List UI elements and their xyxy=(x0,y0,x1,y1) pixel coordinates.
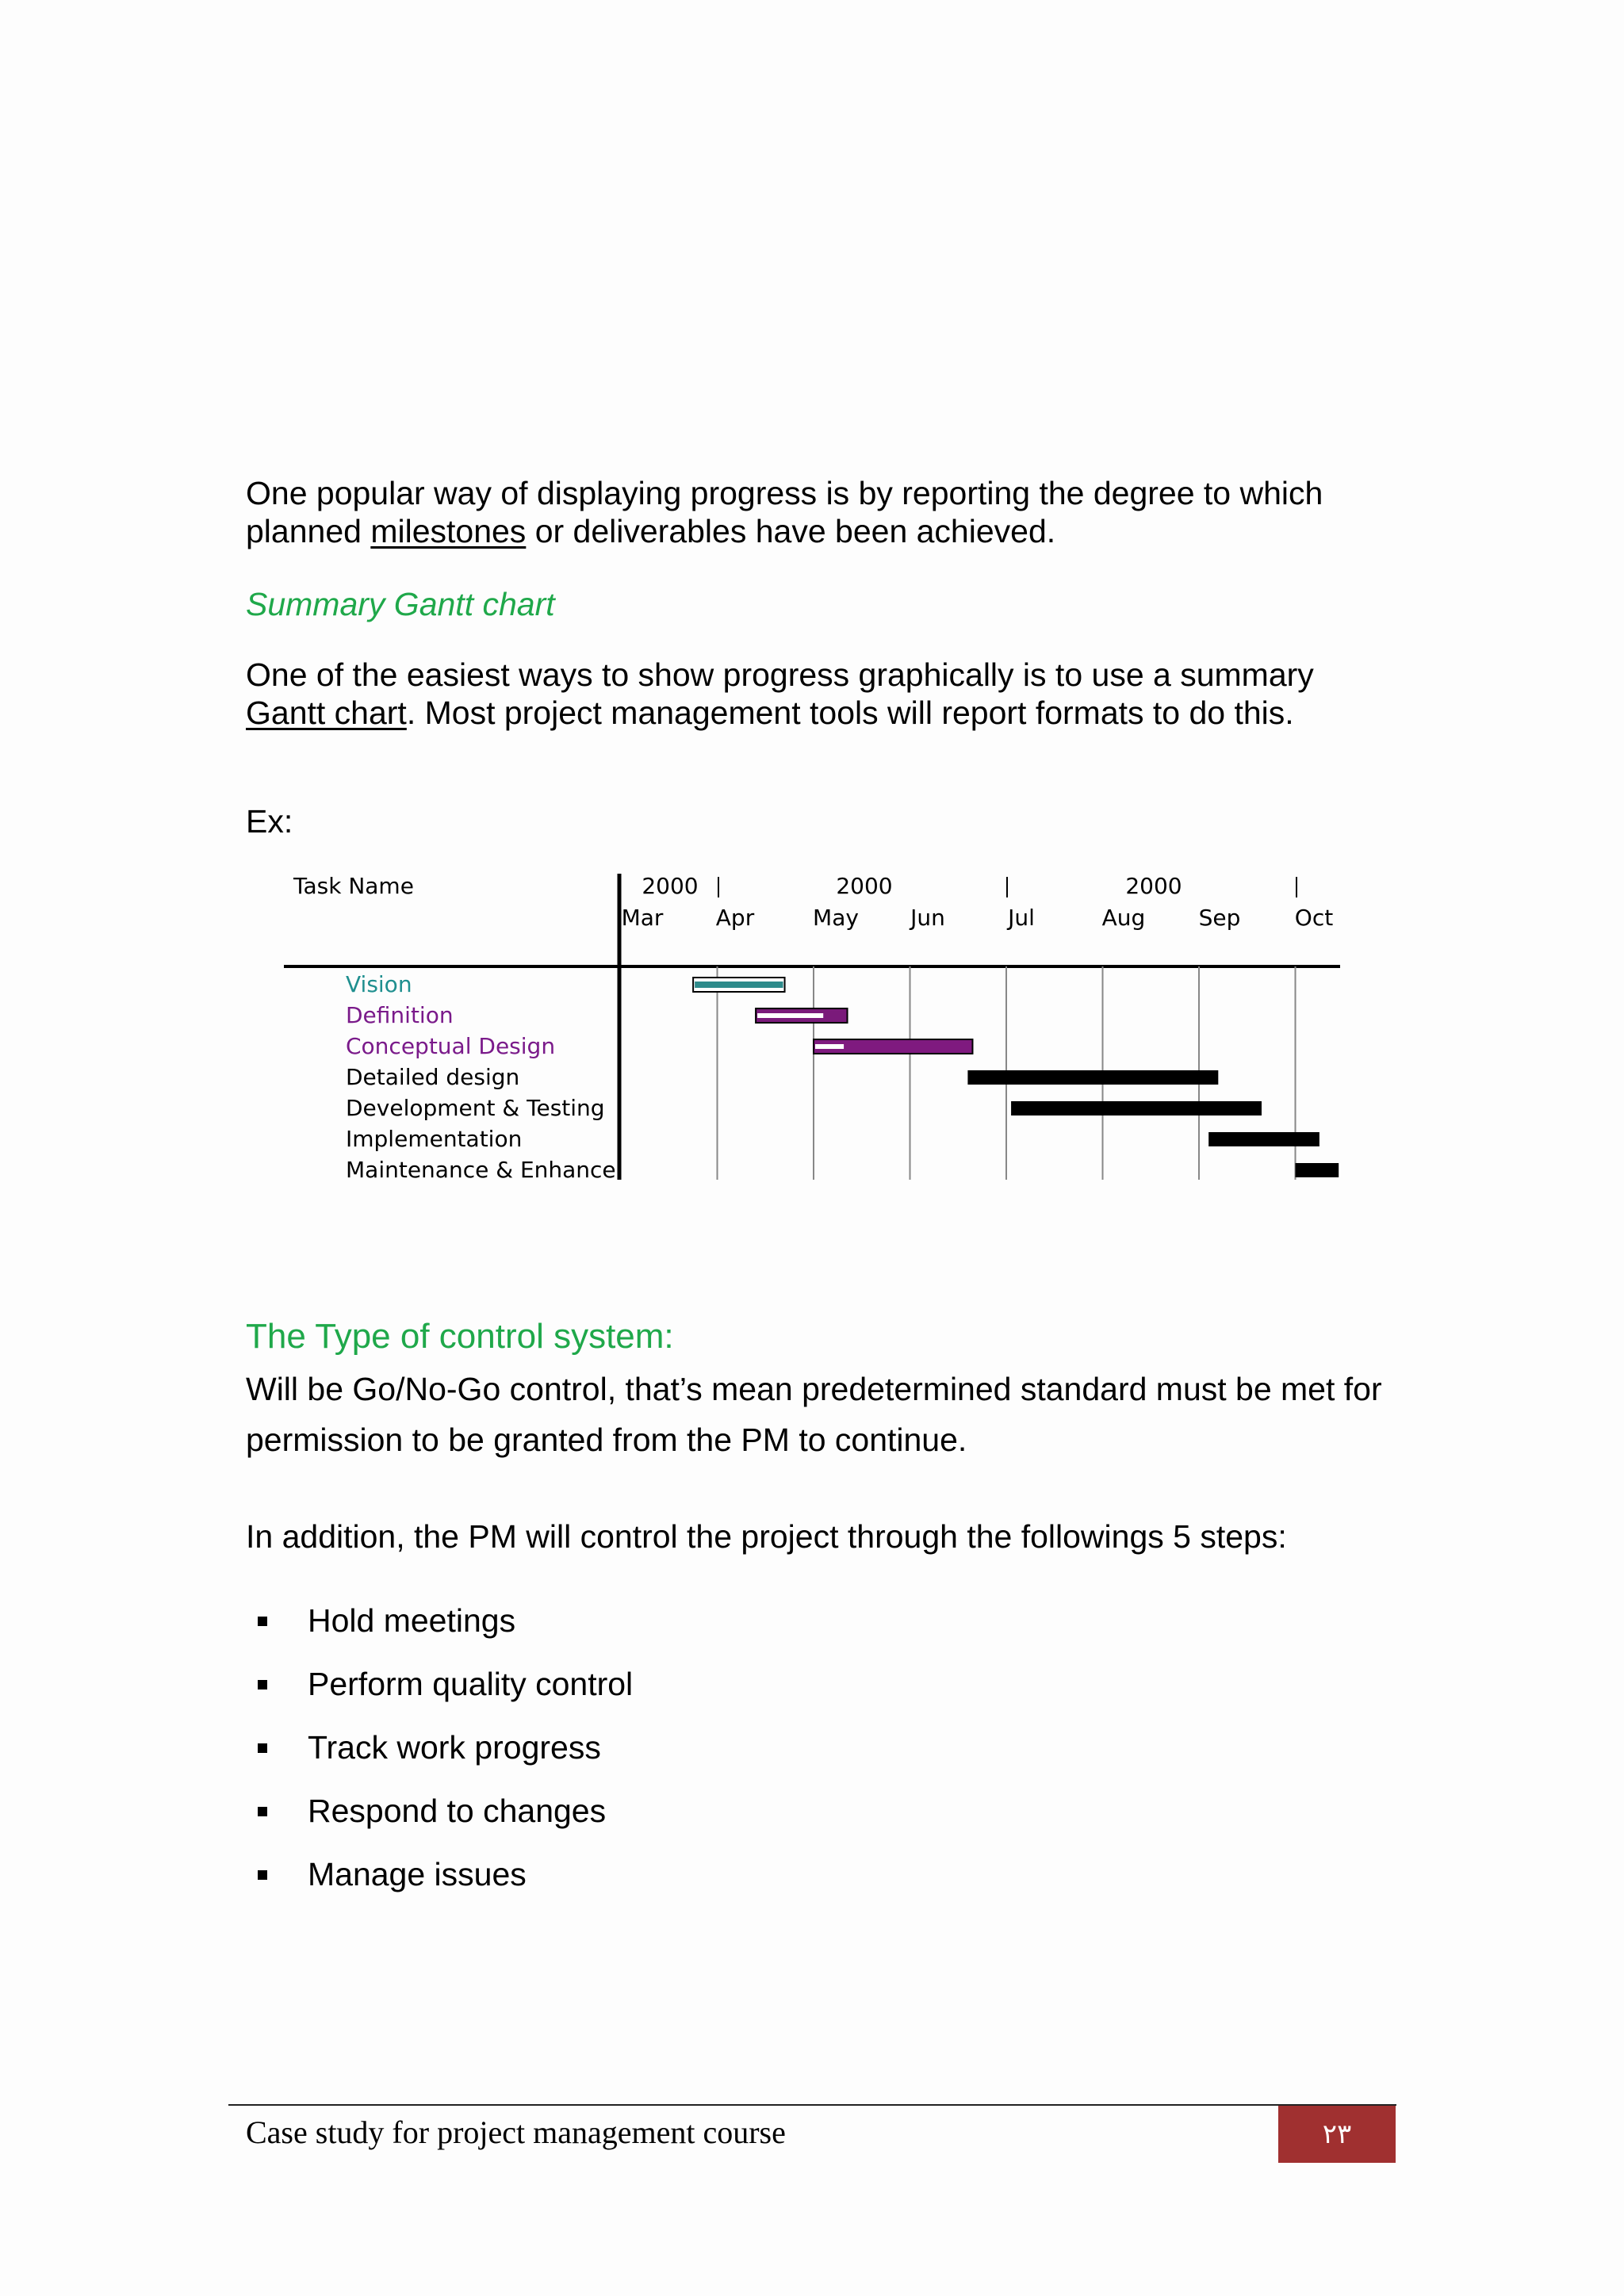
task-bar-progress xyxy=(695,982,783,988)
month-tick-label: Jul xyxy=(1008,905,1035,931)
task-label: Detailed design xyxy=(346,1064,520,1090)
list-item xyxy=(246,1792,633,1855)
task-label: Vision xyxy=(346,971,412,997)
step-label: Respond to changes xyxy=(308,1793,607,1829)
task-bar xyxy=(1208,1132,1320,1146)
task-bar xyxy=(1296,1163,1339,1177)
step-label: Hold meetings xyxy=(308,1602,516,1639)
task-label: Development & Testing xyxy=(346,1095,605,1121)
task-label: Implementation xyxy=(346,1126,523,1152)
steps-intro: In addition, the PM will control the project through the followings 5 steps: xyxy=(246,1518,1287,1555)
steps-list xyxy=(246,1601,633,1919)
task-label: Maintenance & Enhance xyxy=(346,1157,616,1183)
task-bar-progress xyxy=(815,1044,844,1049)
list-item xyxy=(246,1665,633,1728)
list-item xyxy=(246,1601,633,1665)
month-tick-label: Oct xyxy=(1294,905,1334,931)
summary-text: One of the easiest ways to show progress graphically is to use a summary xyxy=(246,656,1314,693)
summary-gantt-heading: Summary Gantt chart xyxy=(246,586,555,622)
step-label: Track work progress xyxy=(308,1729,601,1766)
step-label: Perform quality control xyxy=(308,1666,634,1702)
bullet-icon xyxy=(258,1617,267,1626)
task-bar-progress xyxy=(757,1013,823,1018)
task-label: Definition xyxy=(346,1002,454,1028)
intro-text-end: or deliverables have been achieved. xyxy=(526,513,1056,549)
task-bar xyxy=(967,1070,1218,1085)
intro-paragraph xyxy=(246,474,1380,550)
control-system-heading: The Type of control system: xyxy=(246,1317,674,1356)
year-label: 2000 xyxy=(1125,873,1182,899)
month-tick-label: Apr xyxy=(715,905,755,931)
gantt-chart xyxy=(282,864,1344,1189)
summary-text-end: . Most project management tools will report formats to do this. xyxy=(406,695,1294,731)
footer-title: Case study for project management course xyxy=(246,2114,786,2150)
control-paragraph: Will be Go/No-Go control, that’s mean predetermined standard must be met for permission to be granted from the PM to continue. xyxy=(246,1371,1382,1458)
intro-text: One popular way of displaying progress is by reporting the degree to which planned xyxy=(246,475,1323,549)
month-tick-label: Sep xyxy=(1198,905,1241,931)
month-tick-label: Jun xyxy=(910,905,945,931)
bullet-icon xyxy=(258,1870,267,1880)
bullet-icon xyxy=(258,1680,267,1689)
footer-divider xyxy=(228,2104,1396,2106)
month-tick-label: Mar xyxy=(621,905,664,931)
list-item xyxy=(246,1855,633,1919)
year-label: 2000 xyxy=(836,873,893,899)
bullet-icon xyxy=(258,1807,267,1816)
bullet-icon xyxy=(258,1743,267,1753)
year-label: 2000 xyxy=(642,873,699,899)
example-label: Ex: xyxy=(246,803,293,840)
month-tick-label: Aug xyxy=(1101,905,1146,931)
task-name-header: Task Name xyxy=(293,873,414,899)
summary-paragraph xyxy=(246,656,1380,732)
task-label: Conceptual Design xyxy=(346,1033,556,1059)
page-number-badge: ٢٣ xyxy=(1278,2106,1396,2163)
month-tick-label: May xyxy=(813,905,859,931)
milestones-link[interactable]: milestones xyxy=(370,513,527,549)
task-bar xyxy=(1011,1101,1262,1115)
list-item xyxy=(246,1728,633,1792)
step-label: Manage issues xyxy=(308,1856,527,1892)
gantt-chart-link[interactable]: Gantt chart xyxy=(246,695,407,731)
